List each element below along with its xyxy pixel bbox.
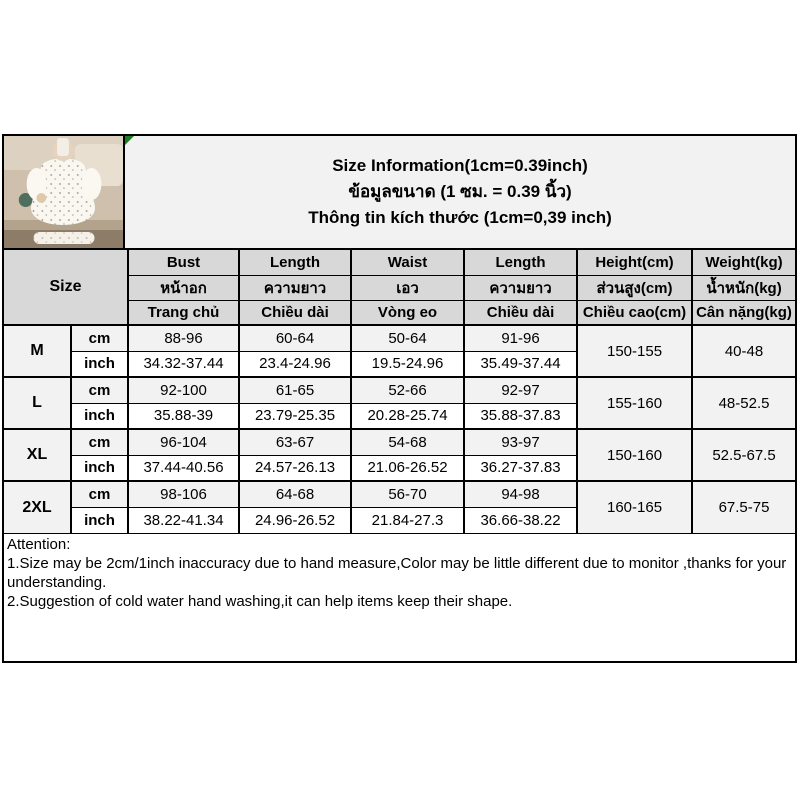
size-info-panel: [2, 134, 797, 663]
unit-label-inch: inch: [71, 403, 128, 429]
table-cell-weight: 40-48: [692, 325, 795, 377]
col-header-weight-th: น้ำหนัก(kg): [692, 275, 795, 300]
table-cell: 92-100: [128, 377, 239, 403]
table-cell-height: 155-160: [577, 377, 692, 429]
unit-label-inch: inch: [71, 351, 128, 377]
table-cell: 96-104: [128, 429, 239, 455]
table-cell-weight: 67.5-75: [692, 481, 795, 533]
unit-label-cm: cm: [71, 481, 128, 507]
table-cell: 23.4-24.96: [239, 351, 351, 377]
table-cell: 91-96: [464, 325, 577, 351]
col-header-bust-vi: Trang chủ: [128, 300, 239, 325]
col-header-length1-en: Length: [239, 250, 351, 275]
table-cell-weight: 48-52.5: [692, 377, 795, 429]
unit-label-cm: cm: [71, 377, 128, 403]
title-band: [4, 136, 795, 250]
unit-label-inch: inch: [71, 507, 128, 533]
size-column-header: Size: [4, 250, 128, 325]
product-photo-illustration: [4, 136, 123, 248]
table-cell: 36.66-38.22: [464, 507, 577, 533]
table-cell: 23.79-25.35: [239, 403, 351, 429]
table-cell: 60-64: [239, 325, 351, 351]
title-block: [125, 136, 795, 248]
unit-label-cm: cm: [71, 429, 128, 455]
col-header-waist-en: Waist: [351, 250, 464, 275]
col-header-length2-th: ความยาว: [464, 275, 577, 300]
table-cell: 34.32-37.44: [128, 351, 239, 377]
size-label-xl: XL: [4, 429, 71, 481]
size-label-2xl: 2XL: [4, 481, 71, 533]
col-header-weight-en: Weight(kg): [692, 250, 795, 275]
table-cell: 37.44-40.56: [128, 455, 239, 481]
table-cell: 56-70: [351, 481, 464, 507]
col-header-length1-th: ความยาว: [239, 275, 351, 300]
attention-note-1: 1.Size may be 2cm/1inch inaccuracy due to hand measure,Color may be little different due to monitor ,thanks for your understanding.: [7, 555, 787, 591]
title-english: Size Information(1cm=0.39inch): [332, 156, 588, 175]
table-cell: 63-67: [239, 429, 351, 455]
table-cell: 92-97: [464, 377, 577, 403]
col-header-waist-vi: Vòng eo: [351, 300, 464, 325]
table-cell: 24.96-26.52: [239, 507, 351, 533]
unit-label-cm: cm: [71, 325, 128, 351]
table-cell: 98-106: [128, 481, 239, 507]
col-header-length1-vi: Chiều dài: [239, 300, 351, 325]
table-cell: 35.88-37.83: [464, 403, 577, 429]
col-header-height-th: ส่วนสูง(cm): [577, 275, 692, 300]
table-cell-height: 150-155: [577, 325, 692, 377]
col-header-waist-th: เอว: [351, 275, 464, 300]
size-table: [4, 250, 795, 533]
table-cell: 21.06-26.52: [351, 455, 464, 481]
table-cell: 24.57-26.13: [239, 455, 351, 481]
table-cell: 19.5-24.96: [351, 351, 464, 377]
unit-label-inch: inch: [71, 455, 128, 481]
table-cell-weight: 52.5-67.5: [692, 429, 795, 481]
table-cell: 21.84-27.3: [351, 507, 464, 533]
table-cell: 61-65: [239, 377, 351, 403]
table-cell: 35.49-37.44: [464, 351, 577, 377]
attention-section: [4, 533, 795, 661]
table-cell: 36.27-37.83: [464, 455, 577, 481]
col-header-length2-en: Length: [464, 250, 577, 275]
table-cell: 64-68: [239, 481, 351, 507]
col-header-bust-th: หน้าอก: [128, 275, 239, 300]
title-thai: ข้อมูลขนาด (1 ซม. = 0.39 นิ้ว): [348, 182, 572, 201]
table-cell: 52-66: [351, 377, 464, 403]
col-header-height-en: Height(cm): [577, 250, 692, 275]
size-label-l: L: [4, 377, 71, 429]
col-header-length2-vi: Chiều dài: [464, 300, 577, 325]
title-vietnamese: Thông tin kích thước (1cm=0,39 inch): [308, 208, 612, 227]
table-cell: 94-98: [464, 481, 577, 507]
col-header-height-vi: Chiều cao(cm): [577, 300, 692, 325]
table-cell-height: 160-165: [577, 481, 692, 533]
size-label-m: M: [4, 325, 71, 377]
table-cell: 54-68: [351, 429, 464, 455]
green-corner-marker-icon: [125, 136, 134, 145]
product-photo: [4, 136, 125, 248]
table-cell: 38.22-41.34: [128, 507, 239, 533]
col-header-weight-vi: Cân nặng(kg): [692, 300, 795, 325]
attention-note-2: 2.Suggestion of cold water hand washing,it can help items keep their shape.: [7, 593, 513, 610]
table-cell: 35.88-39: [128, 403, 239, 429]
table-cell: 50-64: [351, 325, 464, 351]
table-cell: 88-96: [128, 325, 239, 351]
attention-heading: Attention:: [7, 536, 71, 553]
table-cell: 20.28-25.74: [351, 403, 464, 429]
table-cell: 93-97: [464, 429, 577, 455]
table-cell-height: 150-160: [577, 429, 692, 481]
col-header-bust-en: Bust: [128, 250, 239, 275]
